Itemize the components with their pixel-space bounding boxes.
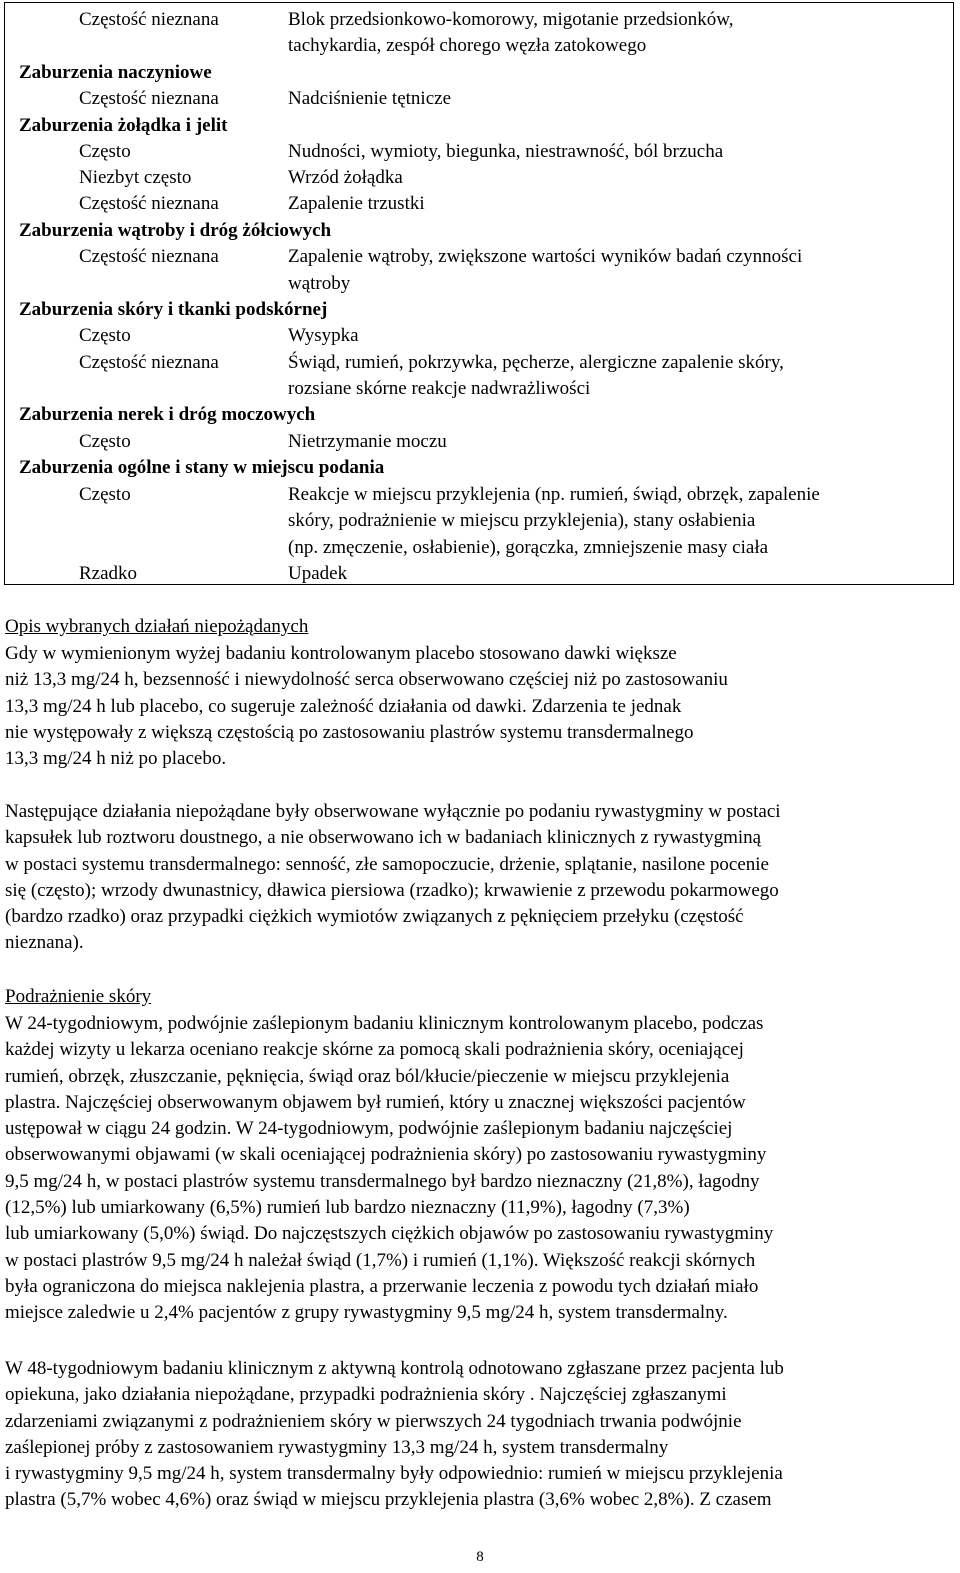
table-section-heading: Zaburzenia naczyniowe [19, 62, 212, 83]
table-frequency-cell: Rzadko [79, 563, 138, 584]
paragraph-skin-irritation-24wk: W 24-tygodniowym, podwójnie zaślepionym badaniu klinicznym kontrolowanym placebo, podczas każdej wizyty u lekarza oceniano reakcje skórne za pomocą skali podrażnienia skóry, oceniającej rumień, obrzęk, złuszczanie, pęknięcia, świąd oraz ból/kłucie/pieczenie w miejscu przyklejenia plastra. Najczęściej obserwowanym objawem był rumień, który u znacznej większości pacjentów ustępował w ciągu 24 godzin. W 24-tygodniowym, podwójnie zaślepionym badaniu najczęściej obserwowanymi objawami (w skali oceniającej podrażnienia skóry) po zastosowaniu rywastygminy 9,5 mg/24 h, w postaci plastrów systemu transdermalnego był bardzo nieznaczny (21,8%), łagodny (12,5%) lub umiarkowany (6,5%) rumień lub bardzo nieznaczny (11,9%), łagodny (7,3%) lub umiarkowany (5,0%) świąd. Do najczęstszych ciężkich objawów po zastosowaniu rywastygminy w postaci plastrów 9,5 mg/24 h należał świąd (1,7%) i rumień (1,1%). Większość reakcji skórnych była ograniczona do miejsca naklejenia plastra, a przerwanie leczenia z powodu tych działań miało miejsce zaledwie u 2,4% pacjentów z grupy rywastygminy 9,5 mg/24 h, system transdermalny. [5, 1013, 774, 1324]
table-effect-cell: Reakcje w miejscu przyklejenia (np. rumień, świąd, obrzęk, zapalenie [288, 484, 820, 505]
table-effect-cell: Świąd, rumień, pokrzywka, pęcherze, alergiczne zapalenie skóry, [288, 352, 784, 373]
table-effect-cell: (np. zmęczenie, osłabienie), gorączka, zmniejszenie masy ciała [288, 537, 769, 558]
table-section-heading: Zaburzenia ogólne i stany w miejscu podania [19, 457, 385, 478]
table-effect-cell: Nudności, wymioty, biegunka, niestrawność, ból brzucha [288, 141, 724, 162]
table-section-heading: Zaburzenia skóry i tkanki podskórnej [19, 299, 328, 320]
table-effect-cell: Nietrzymanie moczu [288, 431, 447, 452]
page-number: 8 [476, 1549, 484, 1565]
table-frequency-cell: Często [79, 484, 131, 505]
table-frequency-cell: Częstość nieznana [79, 246, 219, 267]
table-effect-cell: Zapalenie trzustki [288, 193, 425, 214]
table-effect-cell: Blok przedsionkowo-komorowy, migotanie przedsionków, [288, 9, 734, 30]
table-frequency-cell: Częstość nieznana [79, 9, 219, 30]
paragraph-oral-only-effects: Następujące działania niepożądane były obserwowane wyłącznie po podaniu rywastygminy w postaci kapsułek lub roztworu doustnego, a nie obserwowano ich w badaniach klinicznych z rywastygminą w postaci systemu transdermalnego: senność, złe samopoczucie, drżenie, splątanie, nasilone pocenie się (często); wrzody dwunastnicy, dławica piersiowa (rzadko); krwawienie z przewodu pokarmowego (bardzo rzadko) oraz przypadki ciężkich wymiotów związanych z pęknięciem przełyku (częstość nieznana). [5, 801, 781, 954]
table-frequency-cell: Niezbyt często [79, 167, 192, 188]
table-frequency-cell: Częstość nieznana [79, 193, 219, 214]
table-section-heading: Zaburzenia nerek i dróg moczowych [19, 404, 316, 425]
table-section-heading: Zaburzenia wątroby i dróg żółciowych [19, 220, 332, 241]
table-section-heading: Zaburzenia żołądka i jelit [19, 115, 228, 136]
selected-effects-heading: Opis wybranych działań niepożądanych [5, 616, 309, 637]
table-effect-cell: Zapalenie wątroby, zwiększone wartości wyników badań czynności [288, 246, 803, 267]
table-effect-cell: Nadciśnienie tętnicze [288, 88, 452, 109]
table-effect-cell: Wysypka [288, 325, 359, 346]
paragraph-skin-irritation-48wk: W 48-tygodniowym badaniu klinicznym z aktywną kontrolą odnotowano zgłaszane przez pacjenta lub opiekuna, jako działania niepożądane, przypadki podrażnienia skóry . Najczęściej zgłaszanymi zdarzeniami związanymi z podrażnieniem skóry w pierwszych 24 tygodniach trwania podwójnie zaślepionej próby z zastosowaniem rywastygminy 13,3 mg/24 h, system transdermalny i rywastygminy 9,5 mg/24 h, system transdermalny były odpowiednio: rumień w miejscu przyklejenia plastra (5,7% wobec 4,6%) oraz świąd w miejscu przyklejenia plastra (3,6% wobec 2,8%). Z czasem [5, 1358, 784, 1511]
adverse-effects-table [4, 2, 954, 585]
table-frequency-cell: Często [79, 431, 131, 452]
table-frequency-cell: Często [79, 325, 131, 346]
table-effect-cell: tachykardia, zespół chorego węzła zatokowego [288, 35, 647, 56]
table-effect-cell: Upadek [288, 563, 348, 584]
table-frequency-cell: Częstość nieznana [79, 352, 219, 373]
skin-irritation-heading: Podrażnienie skóry [5, 986, 152, 1007]
table-effect-cell: wątroby [288, 273, 351, 294]
table-effect-cell: rozsiane skórne reakcje nadwrażliwości [288, 378, 591, 399]
table-frequency-cell: Często [79, 141, 131, 162]
table-effect-cell: skóry, podrażnienie w miejscu przyklejenia), stany osłabienia [288, 510, 756, 531]
table-frequency-cell: Częstość nieznana [79, 88, 219, 109]
paragraph-dose-dependence: Gdy w wymienionym wyżej badaniu kontrolowanym placebo stosowano dawki większe niż 13,3 mg/24 h, bezsenność i niewydolność serca obserwowano częściej niż po zastosowaniu 13,3 mg/24 h lub placebo, co sugeruje zależność działania od dawki. Zdarzenia te jednak nie występowały z większą częstością po zastosowaniu plastrów systemu transdermalnego 13,3 mg/24 h niż po placebo. [5, 643, 728, 770]
table-effect-cell: Wrzód żołądka [288, 167, 403, 188]
